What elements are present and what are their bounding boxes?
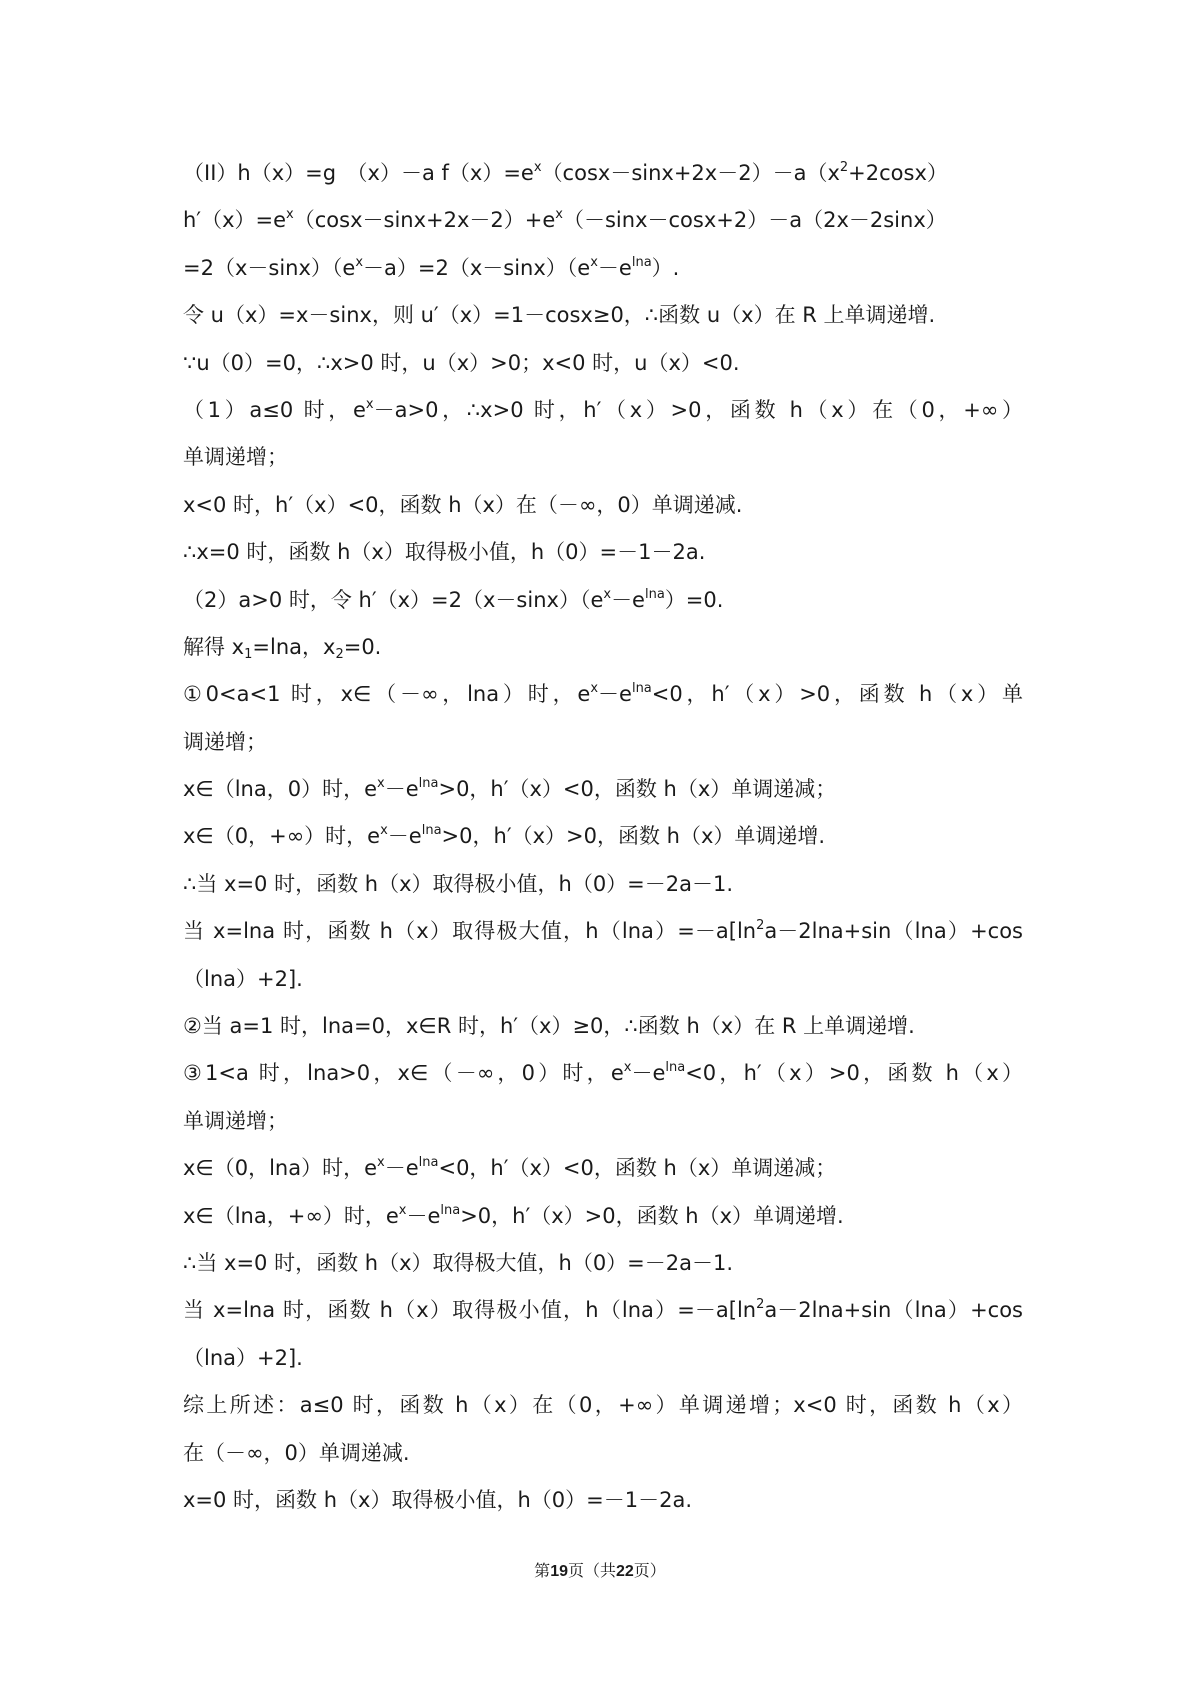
text-line [183, 150, 1023, 197]
text-segment: －e [631, 1061, 666, 1086]
total-page-count: 22 [616, 1563, 634, 1580]
text-segment: －a）=2（x－sinx）（e [363, 255, 591, 280]
text-segment: （lna）+2]. [183, 966, 303, 991]
text-segment: －e [384, 777, 419, 802]
text-segment: （lna）+2]. [183, 1345, 303, 1370]
text-segment: ①0<a<1 时，x∈（－∞，lna）时，e [183, 682, 591, 707]
text-line [183, 1050, 1023, 1097]
footer-prefix: 第 [534, 1561, 551, 1580]
text-segment: 当 x=lna 时，函数 h（x）取得极大值，h（lna）=－a[ln [183, 919, 757, 944]
text-line [183, 624, 1023, 671]
text-line [183, 1430, 1023, 1477]
text-segment: －e [387, 824, 422, 849]
subscript: 2 [335, 646, 344, 662]
text-segment: <0，h′（x）<0，函数 h（x）单调递减； [438, 1156, 837, 1181]
text-line [183, 719, 1023, 766]
superscript: x [380, 823, 388, 839]
text-line [183, 1145, 1023, 1192]
text-segment: （2）a>0 时，令 h′（x）=2（x－sinx）（e [183, 587, 604, 612]
solution-text [183, 150, 1023, 1524]
text-segment: （1）a≤0 时，e [183, 397, 366, 422]
text-segment: =2（x－sinx）（e [183, 255, 356, 280]
text-segment: x<0 时，h′（x）<0，函数 h（x）在（－∞，0）单调递减. [183, 492, 743, 517]
text-segment: ∴当 x=0 时，函数 h（x）取得极大值，h（0）=－2a－1. [183, 1250, 734, 1275]
superscript: x [286, 207, 294, 223]
text-segment: －e [597, 255, 632, 280]
text-segment: >0，h′（x）>0，函数 h（x）单调递增. [460, 1203, 844, 1228]
text-segment: >0，h′（x）<0，函数 h（x）单调递减； [438, 777, 837, 802]
text-line [183, 671, 1023, 718]
text-segment: ③1<a 时，lna>0，x∈（－∞，0）时，e [183, 1061, 624, 1086]
superscript: lna [665, 1060, 686, 1076]
text-line [183, 813, 1023, 860]
text-segment: －e [406, 1203, 441, 1228]
superscript: x [355, 254, 364, 270]
text-line [183, 1477, 1023, 1524]
text-segment: （cosx－sinx+2x－2）+e [293, 208, 556, 233]
text-line [183, 1003, 1023, 1050]
superscript: x [365, 396, 374, 412]
superscript: lna [631, 254, 652, 270]
text-line [183, 245, 1023, 292]
text-segment: 单调递增； [183, 445, 288, 470]
text-segment: x∈（lna，+∞）时，e [183, 1203, 399, 1228]
superscript: 2 [839, 160, 849, 175]
superscript: x [377, 776, 385, 792]
text-line [183, 1193, 1023, 1240]
text-line [183, 956, 1023, 1003]
text-line [183, 387, 1023, 434]
text-line [183, 1240, 1023, 1287]
text-line [183, 340, 1023, 387]
text-line [183, 1382, 1023, 1429]
text-segment: 在（－∞，0）单调递减. [183, 1440, 410, 1465]
text-segment: +2cosx） [848, 161, 948, 185]
text-line [183, 197, 1023, 244]
text-segment: ∵u（0）=0，∴x>0 时，u（x）>0；x<0 时，u（x）<0. [183, 350, 740, 375]
text-segment: x=0 时，函数 h（x）取得极小值，h（0）=－1－2a. [183, 1487, 693, 1512]
superscript: x [555, 207, 563, 223]
text-segment: ）=0. [664, 587, 724, 612]
text-line [183, 1287, 1023, 1334]
text-line [183, 482, 1023, 529]
superscript: x [623, 1060, 632, 1076]
text-segment: 令 u（x）=x－sinx，则 u′（x）=1－cosx≥0，∴函数 u（x）在 R 上单调递增. [183, 303, 936, 328]
superscript: x [533, 160, 542, 175]
text-segment: 解得 x [183, 634, 245, 659]
text-segment: －e [384, 1156, 419, 1181]
text-segment: x∈（lna，0）时，e [183, 777, 378, 802]
superscript: 2 [756, 918, 765, 934]
superscript: lna [440, 1202, 461, 1218]
text-segment: 综上所述：a≤0 时，函数 h（x）在（0，+∞）单调递增；x<0 时，函数 h（x） [183, 1393, 1023, 1418]
superscript: x [377, 1155, 385, 1171]
text-line [183, 577, 1023, 624]
footer-middle: 页（共 [567, 1561, 616, 1580]
subscript: 1 [244, 646, 253, 662]
text-segment: （II）h（x）=g （x）－a f（x）=e [183, 161, 534, 185]
text-segment: x∈（0，+∞）时，e [183, 824, 381, 849]
superscript: 2 [756, 1297, 765, 1313]
text-segment: －e [611, 587, 645, 612]
page-footer [0, 1558, 1200, 1581]
text-line [183, 1335, 1023, 1382]
text-segment: <0，h′（x）>0，函数 h（x）单 [651, 682, 1023, 707]
text-segment: ∴当 x=0 时，函数 h（x）取得极小值，h（0）=－2a－1. [183, 871, 734, 896]
superscript: lna [418, 1155, 439, 1171]
footer-suffix: 页） [633, 1561, 666, 1580]
text-line [183, 908, 1023, 955]
superscript: x [398, 1202, 407, 1218]
text-segment: h′（x）=e [183, 208, 287, 233]
superscript: x [590, 681, 599, 697]
text-line [183, 529, 1023, 576]
superscript: lna [631, 681, 652, 697]
text-line [183, 292, 1023, 339]
text-segment: a－2lna+sin（lna）+cos [764, 919, 1023, 944]
text-segment: 调递增； [183, 729, 267, 754]
text-segment: （－sinx－cosx+2）－a（2x－2sinx） [562, 208, 947, 233]
superscript: lna [418, 776, 439, 792]
superscript: x [603, 586, 612, 602]
text-segment: x∈（0，lna）时，e [183, 1156, 378, 1181]
superscript: x [590, 254, 598, 270]
text-segment: ）. [651, 255, 680, 280]
text-segment: <0，h′（x）>0，函数 h（x） [685, 1061, 1023, 1086]
text-segment: ②当 a=1 时，lna=0，x∈R 时，h′（x）≥0，∴函数 h（x）在 R 上单调递增. [183, 1014, 915, 1039]
text-line [183, 1098, 1023, 1145]
superscript: lna [421, 823, 442, 839]
text-segment: >0，h′（x）>0，函数 h（x）单调递增. [441, 824, 826, 849]
text-line [183, 861, 1023, 908]
text-segment: =0. [343, 634, 382, 659]
text-segment: ∴x=0 时，函数 h（x）取得极小值，h（0）=－1－2a. [183, 540, 706, 565]
text-segment: （cosx－sinx+2x－2）－a（x [541, 161, 840, 185]
text-segment: 当 x=lna 时，函数 h（x）取得极小值，h（lna）=－a[ln [183, 1298, 757, 1323]
text-segment: 单调递增； [183, 1108, 288, 1133]
text-segment: =lna，x [252, 634, 336, 659]
text-segment: a－2lna+sin（lna）+cos [764, 1298, 1023, 1323]
text-segment: －e [598, 682, 632, 707]
superscript: lna [644, 586, 665, 602]
text-line [183, 434, 1023, 481]
text-segment: －a>0，∴x>0 时，h′（x）>0，函数 h（x）在（0，+∞） [373, 397, 1023, 422]
current-page-number: 19 [550, 1563, 568, 1580]
text-line [183, 766, 1023, 813]
